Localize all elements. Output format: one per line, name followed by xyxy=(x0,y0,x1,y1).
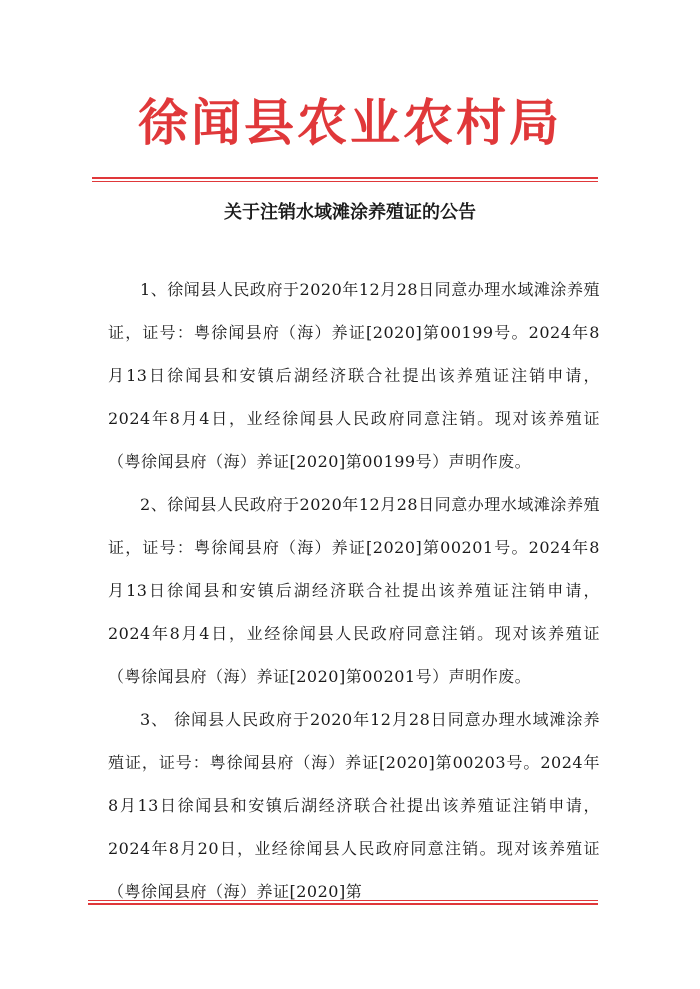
notice-title: 关于注销水域滩涂养殖证的公告 xyxy=(224,202,476,223)
notice-paragraph-3: 3、 徐闻县人民政府于2020年12月28日同意办理水域滩涂养殖证，证号：粤徐闻县府（海）养证[2020]第00203号。2024年8月13日徐闻县和安镇后湖经济联合社提出该养殖证注销申请，2024年8月20日，业经徐闻县人民政府同意注销。现对该养殖证（粤徐闻县府（海）养证[2020]第 xyxy=(108,710,600,901)
notice-paragraph-2: 2、徐闻县人民政府于2020年12月28日同意办理水域滩涂养殖证，证号：粤徐闻县府（海）养证[2020]第00201号。2024年8月13日徐闻县和安镇后湖经济联合社提出该养殖证注销申请，2024年8月4日，业经徐闻县人民政府同意注销。现对该养殖证（粤徐闻县府（海）养证[2020]第00201号）声明作废。 xyxy=(108,495,600,686)
letterhead-divider-top xyxy=(92,177,598,182)
notice-paragraph-1: 1、徐闻县人民政府于2020年12月28日同意办理水域滩涂养殖证，证号：粤徐闻县府（海）养证[2020]第00199号。2024年8月13日徐闻县和安镇后湖经济联合社提出该养殖证注销申请，2024年8月4日，业经徐闻县人民政府同意注销。现对该养殖证（粤徐闻县府（海）养证[2020]第00199号）声明作废。 xyxy=(108,280,600,471)
letterhead-org-name: 徐闻县农业农村局 xyxy=(138,93,562,152)
letterhead-divider-bottom xyxy=(88,900,598,905)
notice-body xyxy=(108,268,600,913)
